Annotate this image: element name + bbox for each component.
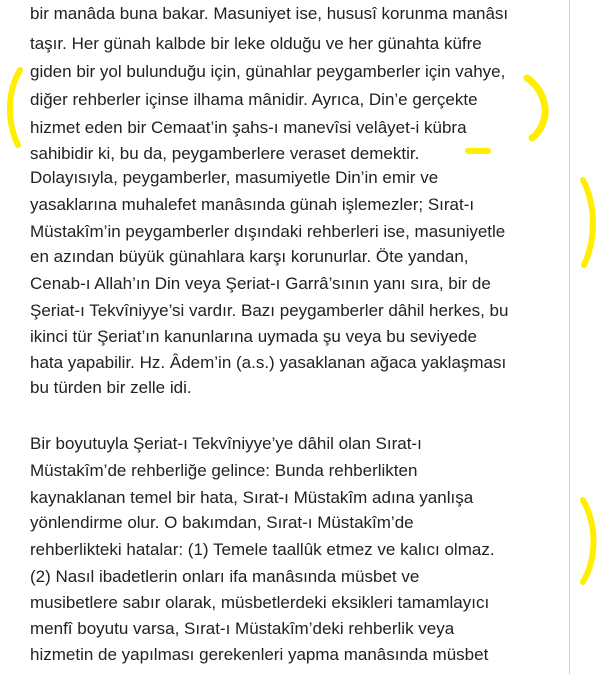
text-line: taşır. Her günah kalbde bir leke olduğu ve her günahta küfre [30,34,482,53]
text-line: kaynaklanan temel bir hata, Sırat-ı Müstakîm adına yanlışa [30,488,474,507]
text-line: hizmetin de yapılması gerekenleri yapma manâsında müsbet [30,645,489,664]
text-line: Cenab-ı Allah’ın Din veya Şeriat-ı Garrâ’sının yanı sıra, bir de [30,274,491,293]
text-line: Dolayısıyla, peygamberler, masumiyetle Din’in emir ve [30,168,439,187]
text-line: Müstakîm’de rehberliğe gelince: Bunda rehberlikten [30,461,418,480]
text-line: giden bir yol bulunduğu için, günahlar peygamberler için vahye, [30,62,506,81]
text-line: diğer rehberler içinse ilhama mânidir. Ayrıca, Din’e gerçekte [30,90,478,109]
text-line: en azından büyük günahlara karşı korunurlar. Öte yandan, [30,247,469,266]
text-line: yönlendirme olur. O bakımdan, Sırat-ı Müstakîm’de [30,513,414,532]
text-line: Bir boyutuyla Şeriat-ı Tekvîniyye’ye dâhil olan Sırat-ı [30,434,422,453]
text-line: (2) Nasıl ibadetlerin onları ifa manâsında müsbet ve [30,567,420,586]
text-line: ikinci tür Şeriat’ın kanunlarına uymada şu veya bu seviyede [30,327,477,346]
text-line: menfî boyutu varsa, Sırat-ı Müstakîm’deki rehberlik veya [30,619,455,638]
highlight-bracket-margin-2 [583,500,594,582]
text-line: musibetlere sabır olarak, müsbetlerdeki eksikleri tamamlayıcı [30,593,490,612]
text-line: bu türden bir zelle idi. [30,378,192,397]
text-line: hizmet eden bir Cemaat’in şahs-ı manevîsi velâyet-i kübra [30,118,467,137]
text-line: Müstakîm’in peygamberler dışındaki rehberleri ise, masuniyetle [30,222,506,241]
text-line: sahibidir ki, bu da, peygamberlere veraset demektir. [30,144,420,163]
highlight-bracket-margin-1 [583,180,593,265]
text-line: hata yapabilir. Hz. Âdem’in (a.s.) yasaklanan ağaca yaklaşması [30,353,507,372]
text-line: rehberlikteki hatalar: (1) Temele taallûk etmez ve kalıcı olmaz. [30,540,495,559]
text-line: yasaklarına muhalefet manâsında günah işlemezler; Sırat-ı [30,195,475,214]
text-line: bir manâda buna bakar. Masuniyet ise, hususî korunma manâsı [30,4,509,23]
text-line: Şeriat-ı Tekvîniyye’si vardır. Bazı peygamberler dâhil herkes, bu [30,301,509,320]
